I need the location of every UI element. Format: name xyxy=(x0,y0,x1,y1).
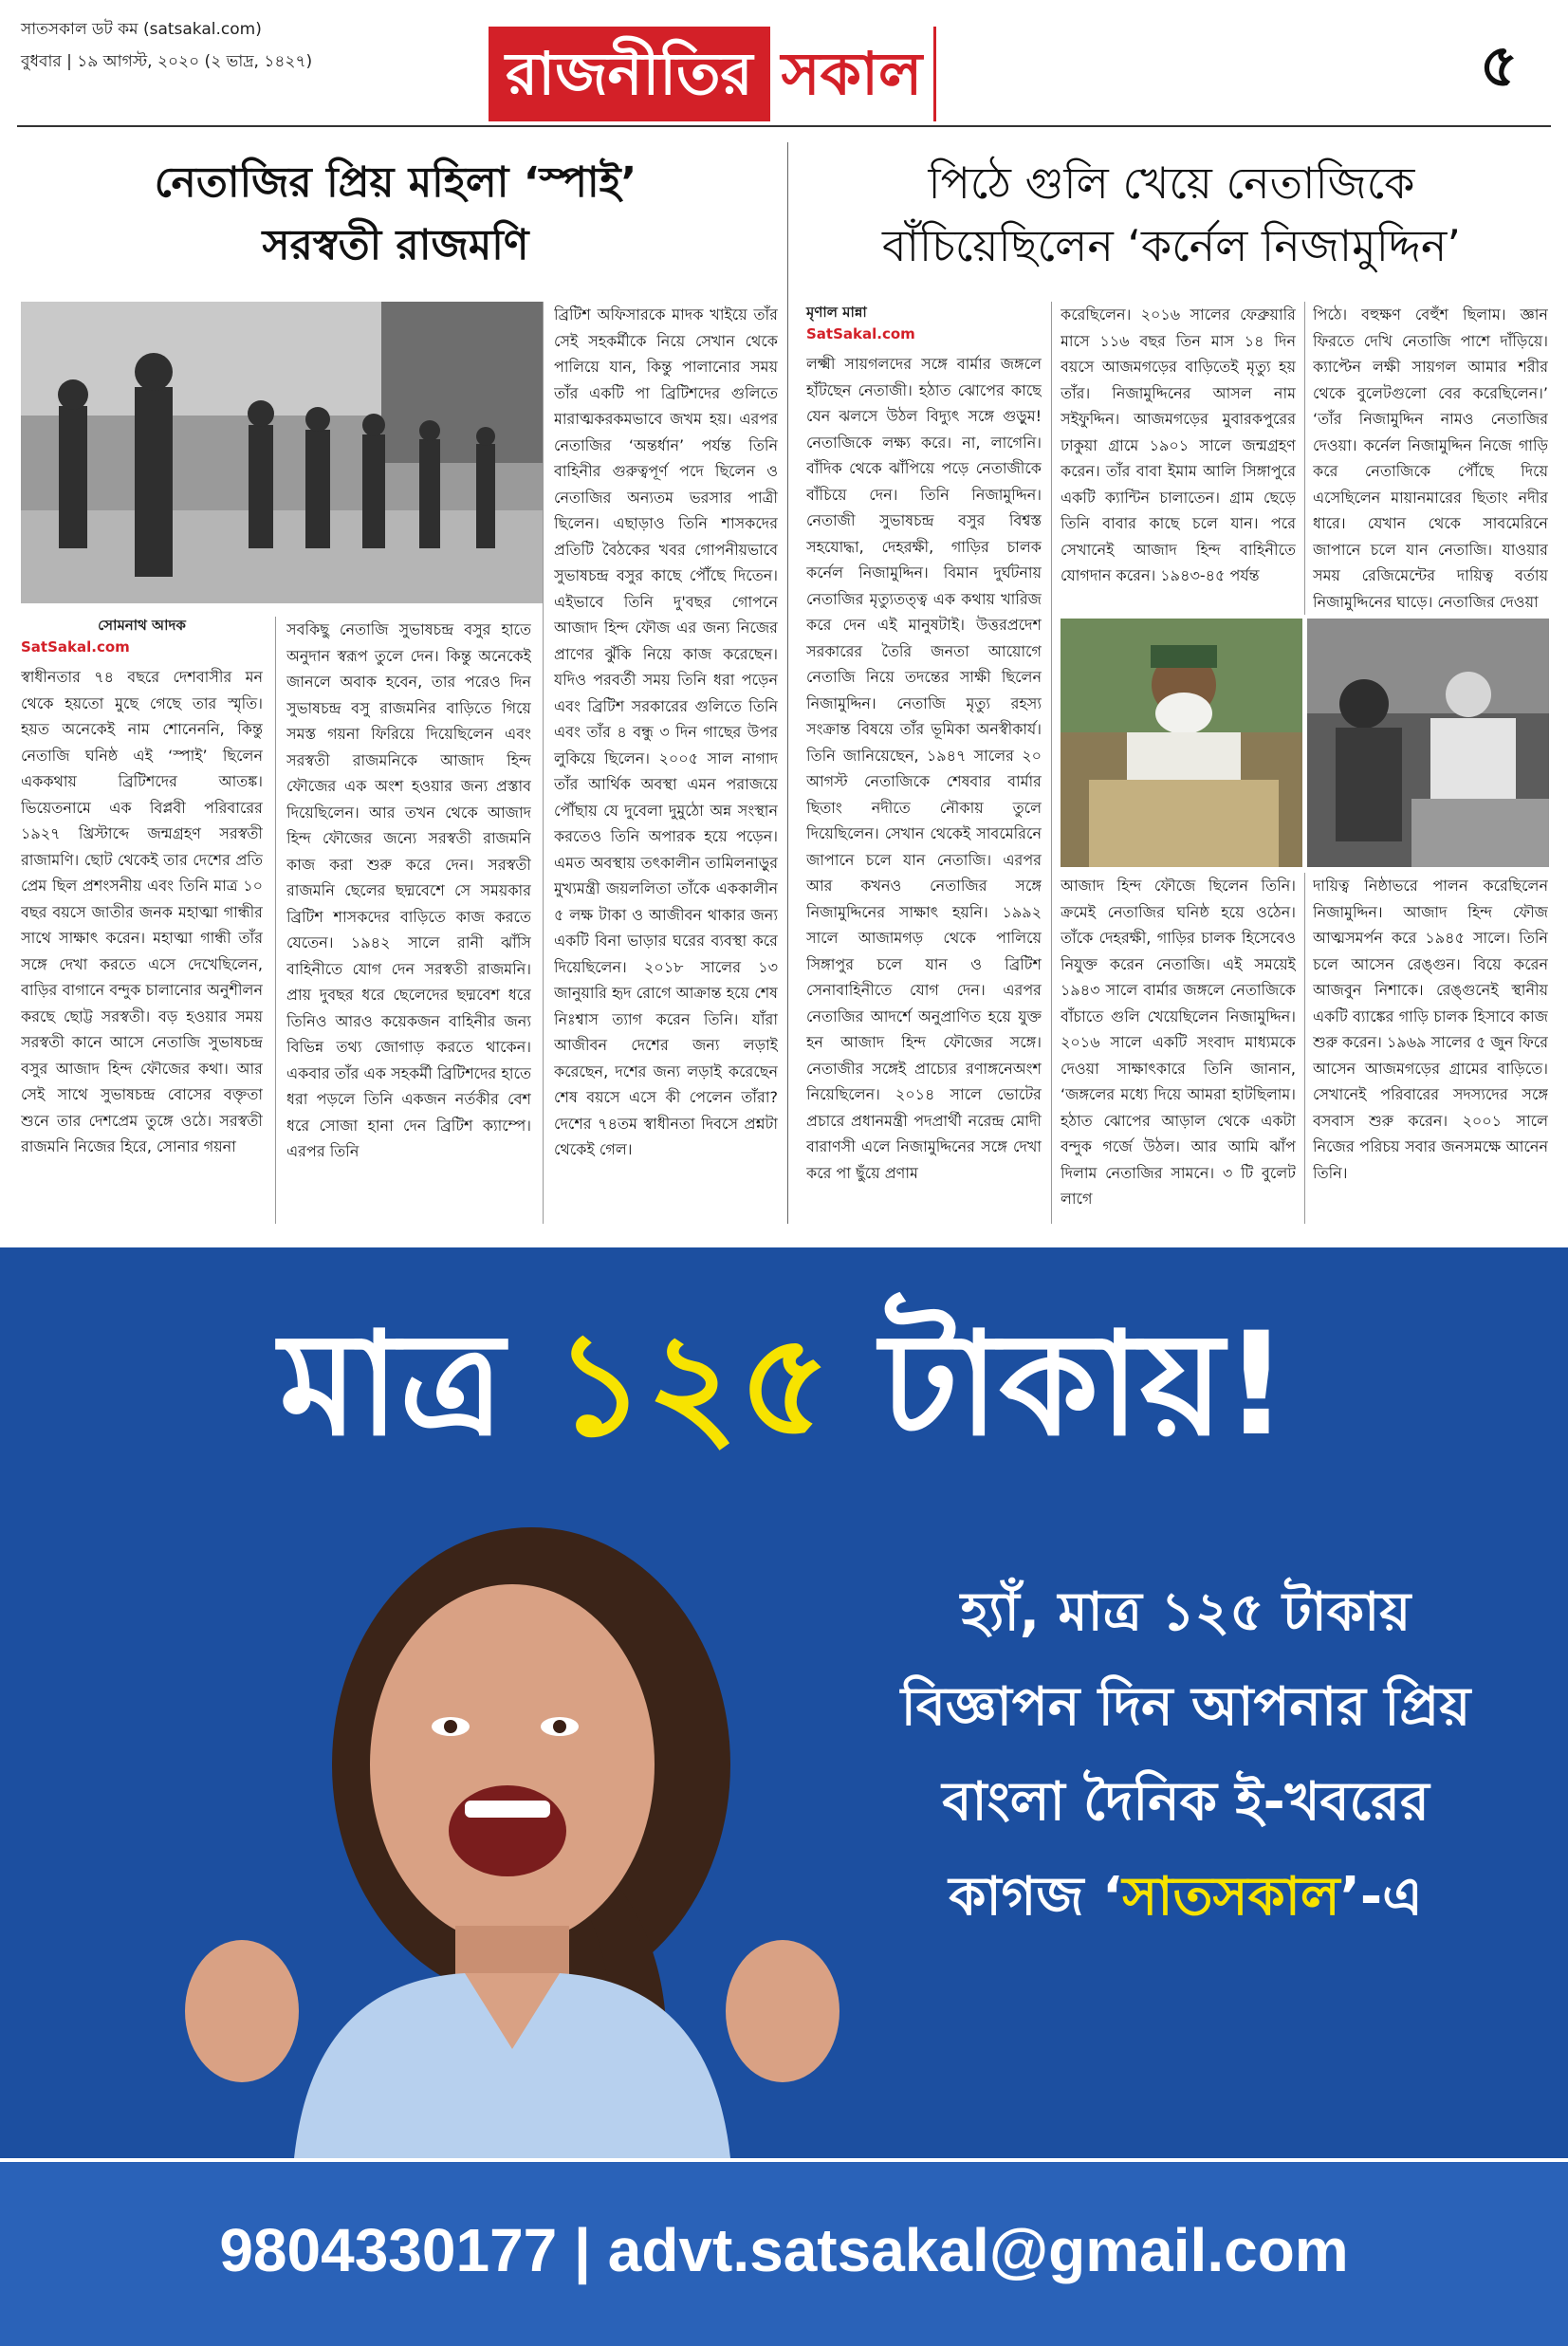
ad-sub-line4-post: ’-এ xyxy=(1339,1866,1423,1928)
story2-divider-1 xyxy=(1051,302,1052,1224)
story1-photo xyxy=(21,302,543,603)
ad-headline-number: ১২৫ xyxy=(553,1302,831,1468)
story1-site: SatSakal.com xyxy=(21,638,130,656)
ad-model-photo xyxy=(152,1518,873,2158)
story2-headline-line2: বাঁচিয়েছিলেন ‘কর্নেল নিজামুদ্দিন’ xyxy=(882,220,1461,271)
story1-byline-block xyxy=(21,615,263,656)
ad-sub-line4-pre: কাগজ ‘ xyxy=(949,1866,1123,1928)
story2-column-3-bottom: দায়িত্ব নিষ্ঠাভরে পালন করেছিলেন নিজামুদ্দিন। আজাদ হিন্দ ফৌজ আত্মসমর্পন করে ১৯৪৫ সালে। তিনি চলে আসেন রেঙ্গুন। বিয়ে করেন আজবুন নিশাকে। রেঙ্গুনেই স্থানীয় একটি ব্যাঙ্কের গাড়ি চালক হিসাবে কাজ শুরু করেন। ১৯৬৯ সালের ৫ জুন ফিরে আসেন আজমগড়ের গ্রামের বাড়িতে। সেখানেই পরিবারের সদস্যদের সঙ্গে বসবাস শুরু করেন। ২০০১ সালে নিজের পরিচয় সবার জনসমক্ষে আনেন তিনি। xyxy=(1313,877,1548,1182)
story2-divider-3 xyxy=(1304,873,1305,1224)
date-line: বুধবার | ১৯ আগস্ট, ২০২০ (২ ভাদ্র, ১৪২৭) xyxy=(21,52,313,71)
ad-phone[interactable]: 9804330177 xyxy=(219,2216,558,2284)
story2-column-1: লক্ষ্মী সায়গলদের সঙ্গে বার্মার জঙ্গলে হাঁটছেন নেতাজী। হঠাত ঝোপের কাছে যেন ঝলসে উঠল বিদ্যুৎ সঙ্গে গুড়ুম! নেতাজিকে লক্ষ্য করে। না, লাগেনি। বাঁদিক থেকে ঝাঁপিয়ে পড়ে নেতাজীকে বাঁচিয়ে দেন। তিনি নিজামুদ্দিন। নেতাজী সুভাষচন্দ্র বসুর বিশ্বস্ত সহযোদ্ধা, দেহরক্ষী, গাড়ির চালক কর্নেল নিজামুদ্দিন। বিমান দুর্ঘটনায় নেতাজির মৃত্যুতত্ত্ব এক কথায় খারিজ করে দেন এই মানুষটাই। উত্তরপ্রদেশ সরকারের তৈরি জনতা আয়োগে নেতাজি নিয়ে তদন্তের সাক্ষী ছিলেন নিজামুদ্দিন। নেতাজি মৃত্যু রহস্য সংক্রান্ত বিষয়ে তাঁর ভূমিকা অনস্বীকার্য। তিনি জানিয়েছেন, ১৯৪৭ সালের ২০ আগস্ট নেতাজিকে শেষবার বার্মার ছিতাং নদীতে নৌকায় তুলে দিয়েছিলেন। সেখান থেকেই সাবমেরিনে জাপানে চলে যান নেতাজি। এরপর আর কখনও নেতাজির সঙ্গে নিজামুদ্দিনের সাক্ষাৎ হয়নি। ১৯৯২ সালে আজামগড় থেকে পালিয়ে সিঙ্গাপুর চলে যান ও ব্রিটিশ সেনাবাহিনীতে যোগ দেন। এরপর নেতাজির আদর্শে অনুপ্রাণিত হয়ে যুক্ত হন আজাদ হিন্দ ফৌজের সঙ্গে। নেতাজীর সঙ্গেই প্রাচ্যের রণাঙ্গনেঅংশ নিয়েছিলেন। ২০১৪ সালে ভোটের প্রচারে প্রধানমন্ত্রী পদপ্রার্থী নরেন্দ্র মোদী বারাণসী এলে নিজামুদ্দিনের সঙ্গে দেখা করে পা ছুঁয়ে প্রণাম xyxy=(806,355,1042,1182)
story1-divider-2 xyxy=(543,302,544,1224)
masthead-meta xyxy=(21,13,312,78)
site-line: সাতসকাল ডট কম (satsakal.com) xyxy=(21,20,262,39)
story2-divider-2 xyxy=(1304,302,1305,615)
ad-headline-pre: মাত্র xyxy=(279,1302,505,1468)
story2-column-2-bottom: আজাদ হিন্দ ফৌজে ছিলেন তিনি। ক্রমেই নেতাজির ঘনিষ্ঠ হয়ে ওঠেন। তাঁকে দেহরক্ষী, গাড়ির চালক হিসেবেও নিযুক্ত করেন নেতাজি। এই সময়েই ১৯৪৩ সালে বার্মার জঙ্গলে নেতাজিকে বাঁচাতে গুলি খেয়েছিলেন নিজামুদ্দিন। ২০১৬ সালে একটি সংবাদ মাধ্যমকে দেওয়া সাক্ষাৎকারে তিনি জানান, ‘জঙ্গলের মধ্যে দিয়ে আমরা হাটছিলাম। হঠাত ঝোপের আড়াল থেকে একটা বন্দুক গর্জে উঠল। আর আমি ঝাঁপ দিলাম নেতাজির সামনে। ৩ টি বুলেট লাগে xyxy=(1061,877,1296,1208)
section-title-white: সকাল xyxy=(770,27,937,121)
page-number: ৫ xyxy=(1480,30,1519,100)
section-title xyxy=(489,27,1039,121)
ad-separator: | xyxy=(574,2216,591,2284)
story1-divider-1 xyxy=(275,617,276,1224)
ad-sub-line3: বাংলা দৈনিক ই-খবরের xyxy=(942,1771,1430,1833)
story1-column-3: ব্রিটিশ অফিসারকে মাদক খাইয়ে তাঁর সেই সহকর্মীকে নিয়ে সেখান থেকে পালিয়ে যান, কিন্তু পালানোর সময় তাঁর একটি পা ব্রিটিশদের গুলিতে মারাত্মকরকমভাবে জখম হয়। এরপর নেতাজির ‘অন্তর্ধান’ পর্যন্ত তিনি বাহিনীর গুরুত্বপূর্ণ পদে ছিলেন ও নেতাজির অন্যতম ভরসার পাত্রী ছিলেন। এছাড়াও তিনি শাসকদের প্রতিটি বৈঠকের খবর গোপনীয়ভাবে সুভাষচন্দ্র বসুর কাছে পৌঁছে দিতেন। এইভাবে তিনি দু'বছর গোপনে আজাদ হিন্দ ফৌজ এর জন্য নিজের প্রাণের ঝুঁকি নিয়ে কাজ করেছেন। যদিও পরবর্তী সময় তিনি ধরা পড়েন এবং ব্রিটিশ সরকারের গুলিতে তিনি এবং তাঁর ৪ বন্ধু ৩ দিন গাছের উপর লুকিয়ে ছিলেন। ২০০৫ সাল নাগাদ তাঁর আর্থিক অবস্থা এমন পরাজয়ে পৌঁছায় যে দুবেলা দুমুঠো অন্ন সংস্থান করতেও তিনি অপারক হয়ে পড়েন। এমত অবস্থায় তৎকালীন তামিলনাড়ুর মুখ্যমন্ত্রী জয়ললিতা তাঁকে এককালীন ৫ লক্ষ টাকা ও আজীবন থাকার জন্য একটি বিনা ভাড়ার ঘরের ব্যবস্থা করে দিয়েছিলেন। ২০১৮ সালের ১৩ জানুয়ারি হৃদ রোগে আক্রান্ত হয়ে শেষ নিঃশ্বাস ত্যাগ করেন তিনি। যাঁরা আজীবন দেশের জন্য লড়াই করেছেন, দশের জন্য লড়াই করেছেন শেষ বয়সে এসে কী পেলেন তাঁরা? দেশের ৭৪তম স্বাধীনতা দিবসে প্রশ্নটা থেকেই গেল। xyxy=(554,305,778,1158)
story2-column-3-top: পিঠে। বহুক্ষণ বেহুঁশ ছিলাম। জ্ঞান ফিরতে দেখি নেতাজি পাশে দাঁড়িয়ে। ক্যাপ্টেন লক্ষী সায়গল আমার শরীর থেকে বুলেটগুলো বের করেছিলেন।’ ‘তাঁর নিজামুদ্দিন নামও নেতাজির দেওয়া। কর্নেল নিজামুদ্দিন নিজে গাড়ি করে নেতাজিকে পৌঁছে দিয়ে এসেছিলেন মায়ানমারের ছিতাং নদীর ধারে। যেখান থেকে সাবমেরিনে জাপানে চলে যান নেতাজি। যাওয়ার সময় রেজিমেন্টের দায়িত্ব বর্তায় নিজামুদ্দিনের ঘাড়ে। নেতাজির দেওয়া xyxy=(1313,305,1548,611)
ad-contact xyxy=(0,2203,1568,2298)
section-title-red: রাজনীতির xyxy=(489,27,770,121)
page-divider xyxy=(787,142,788,1224)
masthead-rule xyxy=(17,125,1551,127)
story2-column-2-top: করেছিলেন। ২০১৬ সালের ফেব্রুয়ারি মাসে ১১৬ বছর তিন মাস ১৪ দিন বয়সে আজমগড়ের বাড়িতেই মৃত্যু হয় তাঁর। নিজামুদ্দিনের আসল নাম সইফুদ্দিন। আজমগড়ের মুবারকপুরের ঢাকুয়া গ্রামে ১৯০১ সালে জন্মগ্রহণ করেন। তাঁর বাবা ইমাম আলি সিঙ্গাপুরে একটি ক্যান্টিন চালাতেন। গ্রাম ছেড়ে তিনি বাবার কাছে চলে যান। পরে সেখানেই আজাদ হিন্দ বাহিনীতে যোগদান করেন। ১৯৪৩-৪৫ পর্যন্ত xyxy=(1061,305,1296,584)
story1-headline-line1: নেতাজির প্রিয় মহিলা ‘স্পাই’ xyxy=(154,158,637,207)
story1-headline-line2: সরস্বতী রাজমণি xyxy=(262,221,529,269)
story2-headline-line1: পিঠে গুলি খেয়ে নেতাজিকে xyxy=(928,157,1415,209)
story2-byline-block xyxy=(806,302,1048,342)
story1-column-2: সবকিছু নেতাজি সুভাষচন্দ্র বসুর হাতে অনুদান স্বরূপ তুলে দেন। কিন্তু অনেকেই জানলে অবাক হবেন, তার পরেও দিন সুভাষচন্দ্র বসু রাজমনির বাড়িতে গিয়ে সমস্ত গয়না ফিরিয়ে দিয়েছিলেন এবং সরস্বতী রাজমনিকে আজাদ হিন্দ ফৌজের এক অংশ হওয়ার জন্য প্রস্তাব দিয়েছিলেন। আর তখন থেকে আজাদ হিন্দ ফৌজের জন্যে সরস্বতী রাজমনি কাজ করা শুরু করে দেন। সরস্বতী রাজমনি ছেলের ছদ্মবেশে সে সময়কার ব্রিটিশ শাসকদের বাড়িতে কাজ করতে যেতেন। ১৯৪২ সালে রানী ঝাঁসি বাহিনীতে যোগ দেন সরস্বতী রাজমনি। প্রায় দুবছর ধরে ছেলেদের ছদ্মবেশ ধরে তিনিও আরও কয়েকজন বাহিনীর জন্য বিভিন্ন তথ্য জোগাড় করতে থাকেন। একবার তাঁর এক সহকর্মী ব্রিটিশদের হাতে ধরা পড়লে তিনি একজন নর্তকীর বেশ ধরে সোজা হানা দেন ব্রিটিশ ক্যাম্পে। এরপর তিনি xyxy=(286,620,531,1160)
ad-sub-line4 xyxy=(854,1850,1518,1945)
story2-photo-archive xyxy=(1307,619,1549,867)
story2-photo-portrait xyxy=(1061,619,1302,867)
ad-headline xyxy=(0,1295,1568,1475)
story2-site: SatSakal.com xyxy=(806,325,915,342)
ad-sub-line1: হ্যাঁ, মাত্র ১২৫ টাকায় xyxy=(960,1581,1411,1643)
ad-sub-line2: বিজ্ঞাপন দিন আপনার প্রিয় xyxy=(900,1676,1471,1738)
story1-column-1: স্বাধীনতার ৭৪ বছরে দেশবাসীর মন থেকে হয়তো মুছে গেছে তার স্মৃতি। হয়ত অনেকেই নাম শোনেননি, কিন্তু নেতাজি ঘনিষ্ঠ এই ‘স্পাই’ ছিলেন এককথায় ব্রিটিশদের আতঙ্ক। ভিয়েতনামে এক বিপ্লবী পরিবারের ১৯২৭ খ্রিস্টাব্দে জন্মগ্রহণ সরস্বতী রাজামণি। ছোট থেকেই তার দেশের প্রতি প্রেম ছিল প্রশংসনীয় এবং তিনি মাত্র ১০ বছর বয়সে জাতীর জনক মহাত্মা গান্ধীর সাথে সাক্ষাৎ করেন। মহাত্মা গান্ধী তাঁর সঙ্গে দেখা করতে এসে দেখেছিলেন, বাড়ির বাগানে বন্দুক চালানোর অনুশীলন করছে ছোট্ট সরস্বতী। বড় হওয়ার সময় সরস্বতী কানে আসে নেতাজি সুভাষচন্দ্র বসুর আজাদ হিন্দ ফৌজের কথা। আর সেই সাথে সুভাষচন্দ্র বোসের বক্তৃতা শুনে তার দেশপ্রেম তুঙ্গে ওঠে। সরস্বতী রাজমনি নিজের হিরে, সোনার গয়না xyxy=(21,668,263,1155)
ad-brand-name: সাতসকাল xyxy=(1122,1866,1340,1928)
story1-headline xyxy=(21,152,770,277)
story2-byline: মৃণাল মান্না xyxy=(806,304,867,321)
story1-byline: সোমনাথ আদক xyxy=(98,617,186,634)
ad-headline-post: টাকায়! xyxy=(880,1302,1289,1468)
story2-headline xyxy=(797,152,1546,277)
ad-subtext xyxy=(854,1565,1518,1945)
ad-email[interactable]: advt.satsakal@gmail.com xyxy=(607,2216,1349,2284)
